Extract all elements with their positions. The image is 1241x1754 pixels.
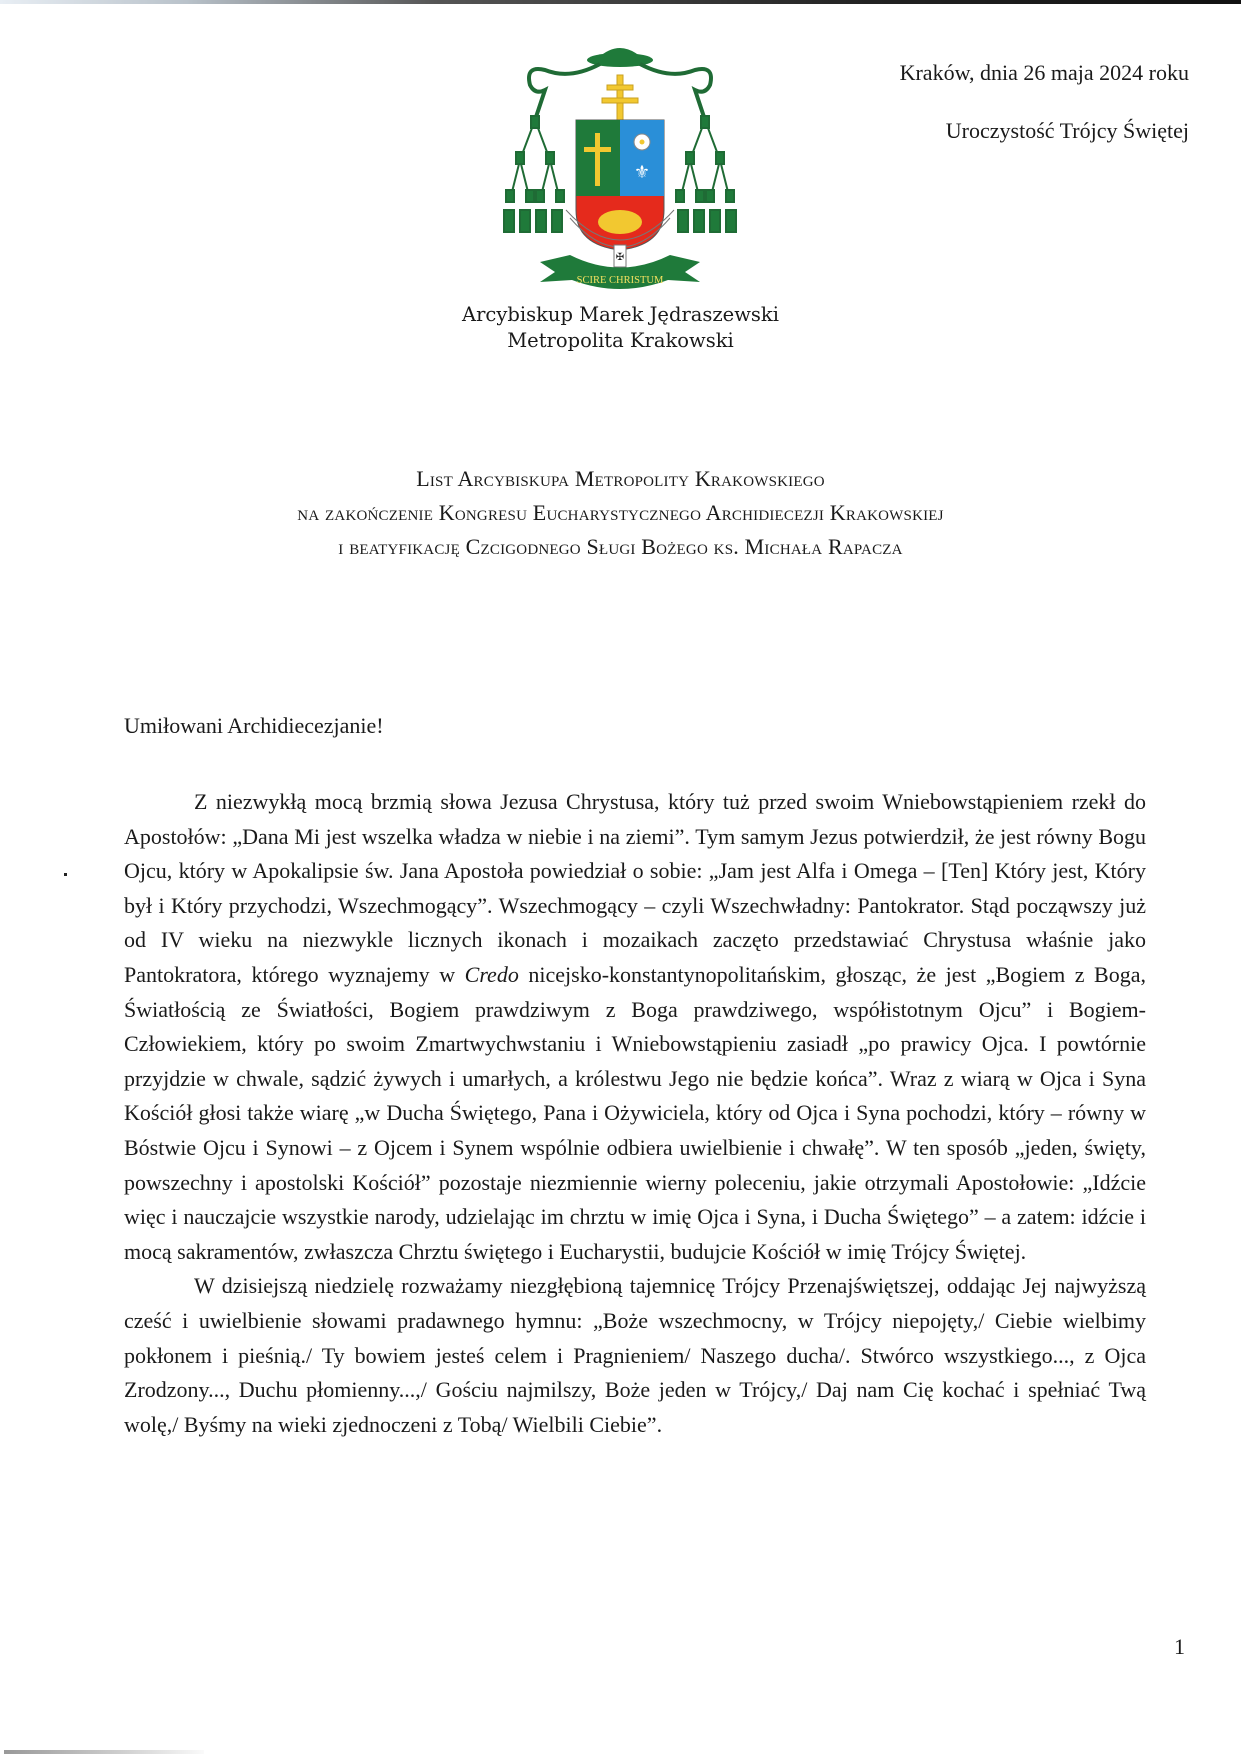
author-name: Arcybiskup Marek Jędraszewski xyxy=(462,303,779,326)
title-line-2: na zakończenie Kongresu Eucharystycznego Archidiecezji Krakowskiej xyxy=(297,500,944,525)
letter-title xyxy=(0,462,1241,564)
date-line: Kraków, dnia 26 maja 2024 roku xyxy=(899,60,1189,85)
feast-line: Uroczystość Trójcy Świętej xyxy=(945,118,1189,143)
salutation: Umiłowani Archidiecezjanie! xyxy=(124,713,384,738)
paragraph-1: Z niezwykłą mocą brzmią słowa Jezusa Chrystusa, który tuż przed swoim Wniebowstąpieniem rzekł do Apostołów: „Dana Mi jest wszelka władza w niebie i na ziemi”. Tym samym Jezus potwierdził, że jest równy Bogu Ojcu, który w Apokalipsie św. Jana Apostoła powiedział o sobie: „Jam jest Alfa i Omega – [Ten] Który jest, Który był i Który przychodzi, Wszechmogący”. Wszechmogący – czyli Wszechwładny: Pantokrator. Stąd począwszy już od IV wieku na niezwykle licznych ikonach i mozaikach zaczęto przedstawiać Chrystusa właśnie jako Pantokratora, którego wyznajemy w Credo nicejsko-konstantynopolitańskim, głosząc, że jest „Bogiem z Boga, Światłością ze Światłości, Bogiem prawdziwym z Boga prawdziwego, współistotnym Ojcu” i Bogiem-Człowiekiem, który po swoim Zmartwychwstaniu i Wniebowstąpieniu zasiadł „po prawicy Ojca. I powtórnie przyjdzie w chwale, sądzić żywych i umarłych, a królestwu Jego nie będzie końca”. Wraz z wiarą w Ojca i Syna Kościół głosi także wiarę „w Ducha Świętego, Pana i Ożywiciela, który od Ojca i Syna pochodzi, który – równy w Bóstwie Ojcu i Synowi – z Ojcem i Synem wspólnie odbiera uwielbienie i chwałę”. W ten sposób „jeden, święty, powszechny i apostolski Kościół” pozostaje niezmiennie wierny poleceniu, jakie otrzymali Apostołowie: „Idźcie więc i nauczajcie wszystkie narody, udzielając im chrztu w imię Ojca i Syna, i Ducha Świętego” – a zatem: idźcie i mocą sakramentów, zwłaszcza Chrztu świętego i Eucharystii, budujcie Kościół w imię Trójcy Świętej. xyxy=(124,789,1146,1264)
credo-italic: Credo xyxy=(464,961,519,987)
crest-motto: SCIRE CHRISTUM xyxy=(576,275,664,286)
letter-body xyxy=(124,785,1146,1442)
date-block xyxy=(900,62,1189,142)
title-line-1: List Arcybiskupa Metropolity Krakowskiego xyxy=(416,466,825,491)
title-line-3: i beatyfikację Czcigodnego Sługi Bożego ks. Michała Rapacza xyxy=(338,534,903,559)
coat-of-arms-icon xyxy=(500,40,740,290)
author-role: Metropolita Krakowski xyxy=(507,329,734,352)
scan-edge-bottom xyxy=(4,1750,204,1754)
scan-edge-top xyxy=(0,0,1241,4)
svg-text:✠: ✠ xyxy=(615,252,625,263)
page-number: 1 xyxy=(1174,1634,1185,1659)
paragraph-2: W dzisiejszą niedzielę rozważamy niezgłębioną tajemnicę Trójcy Przenajświętszej, oddając Jej najwyższą cześć i uwielbienie słowami pradawnego hymnu: „Boże wszechmocny, w Trójcy niepojęty,/ Ciebie wielbimy pokłonem i pieśnią./ Ty bowiem jesteś celem i Pragnieniem/ Naszego ducha/. Stwórco wszystkiego..., z Ojca Zrodzony..., Duchu płomienny...,/ Gościu najmilszy, Boże jeden w Trójcy,/ Daj nam Cię kochać i spełniać Twą wolę,/ Byśmy na wieki zjednoczeni z Tobą/ Wielbili Ciebie”. xyxy=(124,1273,1146,1437)
author-signature xyxy=(0,302,1241,354)
svg-text:⚜: ⚜ xyxy=(633,162,651,183)
scan-speck xyxy=(64,873,67,876)
